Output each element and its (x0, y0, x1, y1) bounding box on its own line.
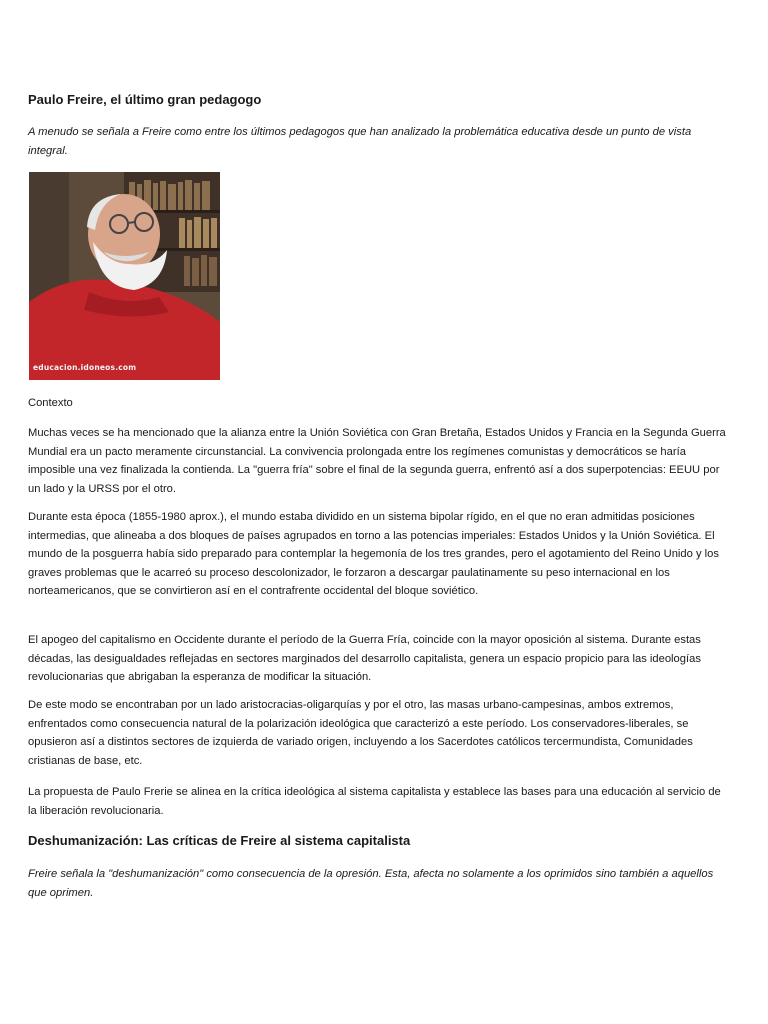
article-title: Paulo Freire, el último gran pedagogo (28, 92, 262, 107)
section-heading-deshumanizacion: Deshumanización: Las críticas de Freire al sistema capitalista (28, 833, 411, 848)
paragraph: De este modo se encontraban por un lado aristocracias-oligarquías y por el otro, las masas urbano-campesinas, ambos extremos, enfrentados como consecuencia natural de la polarización ideológica que caracterizó a este período. Los conservadores-liberales, se opusieron así a distintos sectores de izquierda de variado origen, incluyendo a los Sacerdotes católicos tercermundista, Comunidades cristianas de base, etc. (28, 699, 693, 767)
section-label-contexto: Contexto (28, 397, 73, 409)
paragraph: El apogeo del capitalismo en Occidente durante el período de la Guerra Fría, coincide con la mayor oposición al sistema. Durante estas décadas, las desigualdades reflejadas en sectores marginados del desarrollo capitalista, genera un espacio propicio para las ideologías revolucionarias que abrigaban la esperanza de modificar la situación. (28, 634, 701, 683)
photo-caption: educacion.idoneos.com (33, 363, 137, 372)
closing-paragraph: Freire señala la "deshumanización" como consecuencia de la opresión. Esta, afecta no solamente a los oprimidos sino también a aquellos que oprimen. (28, 868, 714, 899)
article-lead: A menudo se señala a Freire como entre los últimos pedagogos que han analizado la problemática educativa desde un punto de vista integral. (28, 126, 692, 157)
portrait-illustration (29, 172, 220, 380)
paragraph: La propuesta de Paulo Frerie se alinea en la crítica ideológica al sistema capitalista y establece las bases para una educación al servicio de la liberación revolucionaria. (28, 786, 721, 817)
paragraph: Durante esta época (1855-1980 aprox.), el mundo estaba dividido en un sistema bipolar rígido, en el que no eran admitidas posiciones intermedias, que alineaba a dos bloques de países agrupados en torno a las potencias imperiales: Estados Unidos y la Unión Soviética. El mundo de la posguerra había sido preparado para contemplar la hegemonía de los tres grandes, pero el agotamiento del Reino Unido y los graves problemas que le acarreó su proceso descolonizador, le forzaron a descargar paulatinamente su peso internacional en los norteamericanos, que se convirtieron así en el contrafrente occidental del bloque soviético. (28, 511, 719, 597)
portrait-photo (29, 172, 220, 380)
paragraph: Muchas veces se ha mencionado que la alianza entre la Unión Soviética con Gran Bretaña, Estados Unidos y Francia en la Segunda Guerra Mundial era un pacto meramente circunstancial. La convivencia prolongada entre los regímenes comunistas y democráticos se haría imposible una vez finalizada la contienda. La "guerra fría" sobre el final de la segunda guerra, enfrentó así a dos superpotencias: EEUU por un lado y la URSS por el otro. (28, 427, 726, 495)
